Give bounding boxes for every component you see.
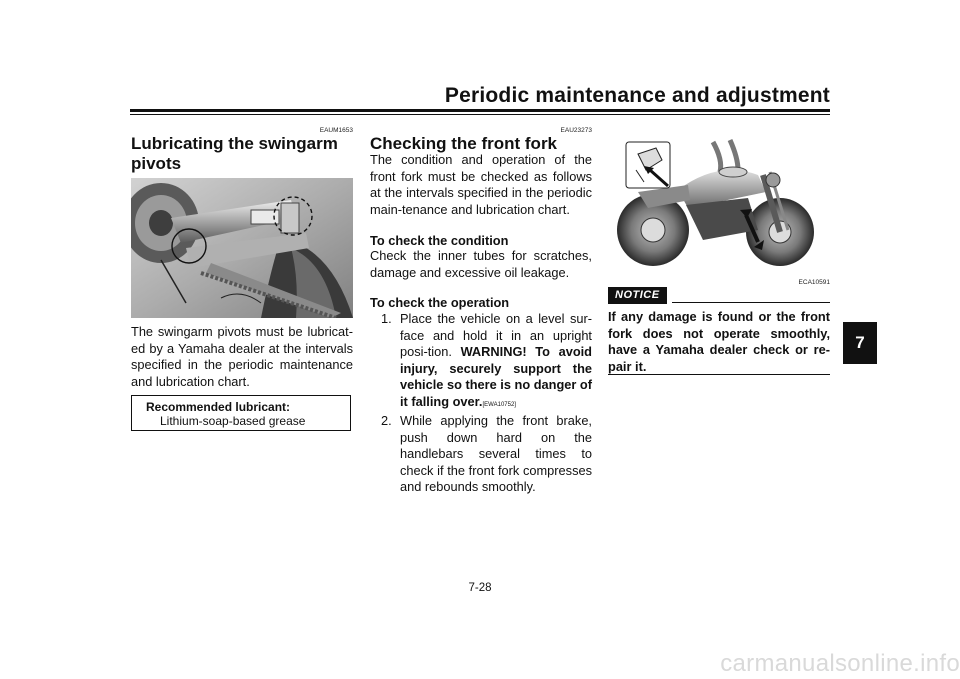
section-title-front-fork: Checking the front fork — [370, 134, 558, 153]
page-header-title: Periodic maintenance and adjustment — [444, 84, 830, 107]
condition-heading: To check the condition — [370, 233, 509, 248]
watermark: carmanualsonline.info — [720, 650, 960, 677]
step-2-number: 2. — [381, 413, 392, 428]
notice-text: If any damage is found or the front fork does not operate smoothly, have a Yamaha dealer check or re-pair it. — [608, 309, 830, 374]
step-1-warning-code: [EWA10752] — [482, 401, 516, 408]
front-fork-intro: The condition and operation of the front fork must be checked as follows at the intervals specified in the periodic main-tenance and lubrication chart. — [370, 152, 592, 217]
step-1-text: Place the vehicle on a level sur-face and hold it in an upright posi-tion. — [400, 311, 592, 359]
notice-rule-bottom — [608, 374, 830, 375]
lubricant-value: Lithium-soap-based grease — [160, 414, 306, 428]
notice-badge: NOTICE — [608, 287, 667, 304]
condition-text: Check the inner tubes for scratches, damage and excessive oil leakage. — [370, 248, 592, 280]
step-1-warning: WARNING! To avoid injury, securely support the vehicle so there is no danger of it falling over. — [400, 344, 593, 409]
chapter-tab: 7 — [843, 322, 877, 364]
step-2-text: While applying the front brake, push down hard on the handlebars several times to check if the front fork compresses and rebounds smoothly. — [400, 413, 592, 494]
notice-rule-top — [672, 302, 830, 303]
swingarm-body-text: The swingarm pivots must be lubricat-ed by a Yamaha dealer at the intervals specified in the periodic maintenance and lubrication chart. — [131, 324, 353, 389]
motorcycle-front-fork-illustration — [608, 130, 830, 272]
header-rule-thin — [130, 114, 830, 115]
page-number: 7-28 — [468, 582, 492, 594]
recommended-lubricant-box — [131, 395, 351, 431]
swingarm-pivot-illustration — [131, 178, 353, 318]
header-rule-thick — [130, 109, 830, 112]
step-1-number: 1. — [381, 311, 392, 326]
section-code: EAUM1653 — [319, 127, 353, 134]
section-code: EAU23273 — [560, 127, 592, 134]
operation-steps — [370, 311, 592, 496]
step-2 — [370, 413, 592, 496]
lubricant-label: Recommended lubricant: — [146, 400, 291, 414]
step-1 — [370, 311, 592, 413]
section-title-swingarm: Lubricating the swingarm pivots — [131, 134, 338, 173]
figure-code: ECA10591 — [798, 279, 830, 286]
operation-heading: To check the operation — [370, 295, 510, 310]
